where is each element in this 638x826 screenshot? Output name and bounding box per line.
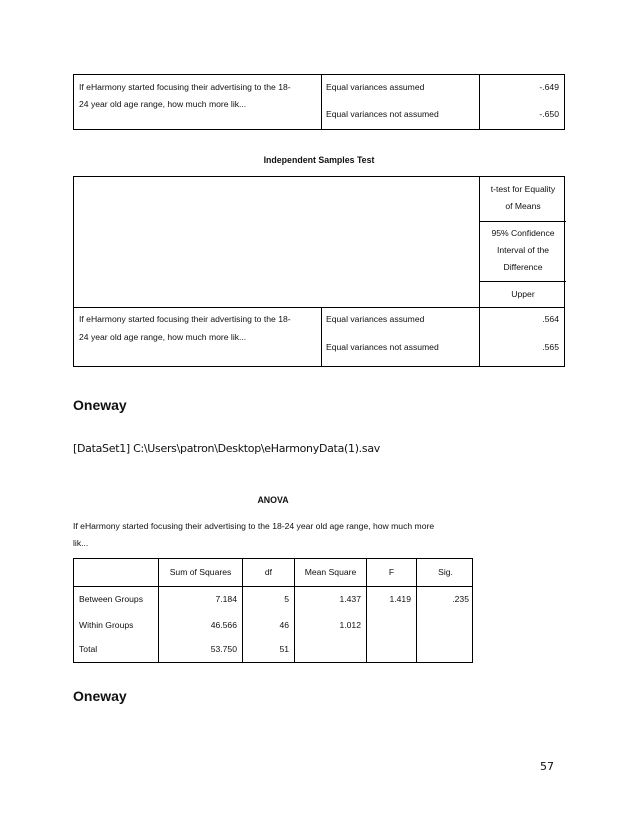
question-text-line2: 24 year old age range, how much more lik... [79,332,247,342]
question-text-line1: If eHarmony started focusing their advertising to the 18- [79,314,291,324]
anova-question-line1: If eHarmony started focusing their advertising to the 18-24 year old age range, how much more [73,521,435,531]
cell-df: 51 [279,644,289,654]
header-ci-line2: Interval of the [496,245,550,255]
cell-df: 5 [284,594,289,604]
row-divider [480,221,566,222]
header-ci-line1: 95% Confidence [491,228,555,238]
row-label-total: Total [79,644,98,654]
row-label-equal-assumed: Equal variances assumed [326,314,425,324]
value-equal-assumed: -.649 [539,82,559,92]
value-equal-not-assumed: -.650 [539,109,559,119]
row-divider [480,281,566,282]
row-label-within-groups: Within Groups [79,620,134,630]
column-divider [321,75,322,129]
header-sig: Sig. [438,567,453,577]
cell-df: 46 [279,620,289,630]
dataset-path: [DataSet1] C:\Users\patron\Desktop\eHarmonyData(1).sav [73,442,380,455]
section-heading-oneway: Oneway [73,397,127,413]
header-ci-line3: Difference [503,262,543,272]
page-number: 57 [540,760,554,773]
question-text-line1: If eHarmony started focusing their advertising to the 18- [79,82,291,92]
header-ttest-line1: t-test for Equality [490,184,556,194]
table-title: Independent Samples Test [263,155,375,165]
cell-ms: 1.012 [339,620,361,630]
header-mean-square: Mean Square [304,567,357,577]
section-heading-oneway-2: Oneway [73,688,127,704]
question-text-line2: 24 year old age range, how much more lik... [79,99,247,109]
header-df: df [264,567,273,577]
header-ttest-line2: of Means [505,201,541,211]
anova-title: ANOVA [257,495,289,505]
row-label-equal-not-assumed: Equal variances not assumed [326,109,439,119]
value-equal-assumed: .564 [542,314,559,324]
value-equal-not-assumed: .565 [542,342,559,352]
cell-sig: .235 [452,594,469,604]
header-upper: Upper [511,289,535,299]
row-label-equal-not-assumed: Equal variances not assumed [326,342,439,352]
row-label-equal-assumed: Equal variances assumed [326,82,425,92]
cell-ms: 1.437 [339,594,361,604]
row-label-between-groups: Between Groups [79,594,144,604]
cell-ss: 46.566 [210,620,237,630]
anova-question-line2: lik... [73,538,89,548]
independent-samples-test-table [73,176,565,367]
row-divider [74,307,564,308]
header-f: F [388,567,395,577]
header-sum-of-squares: Sum of Squares [169,567,232,577]
column-divider [479,75,480,129]
cell-ss: 53.750 [210,644,237,654]
cell-f: 1.419 [389,594,411,604]
ttest-table-fragment [73,74,565,130]
column-divider [321,308,322,367]
cell-ss: 7.184 [215,594,237,604]
row-divider [74,586,472,587]
anova-table [73,558,473,663]
